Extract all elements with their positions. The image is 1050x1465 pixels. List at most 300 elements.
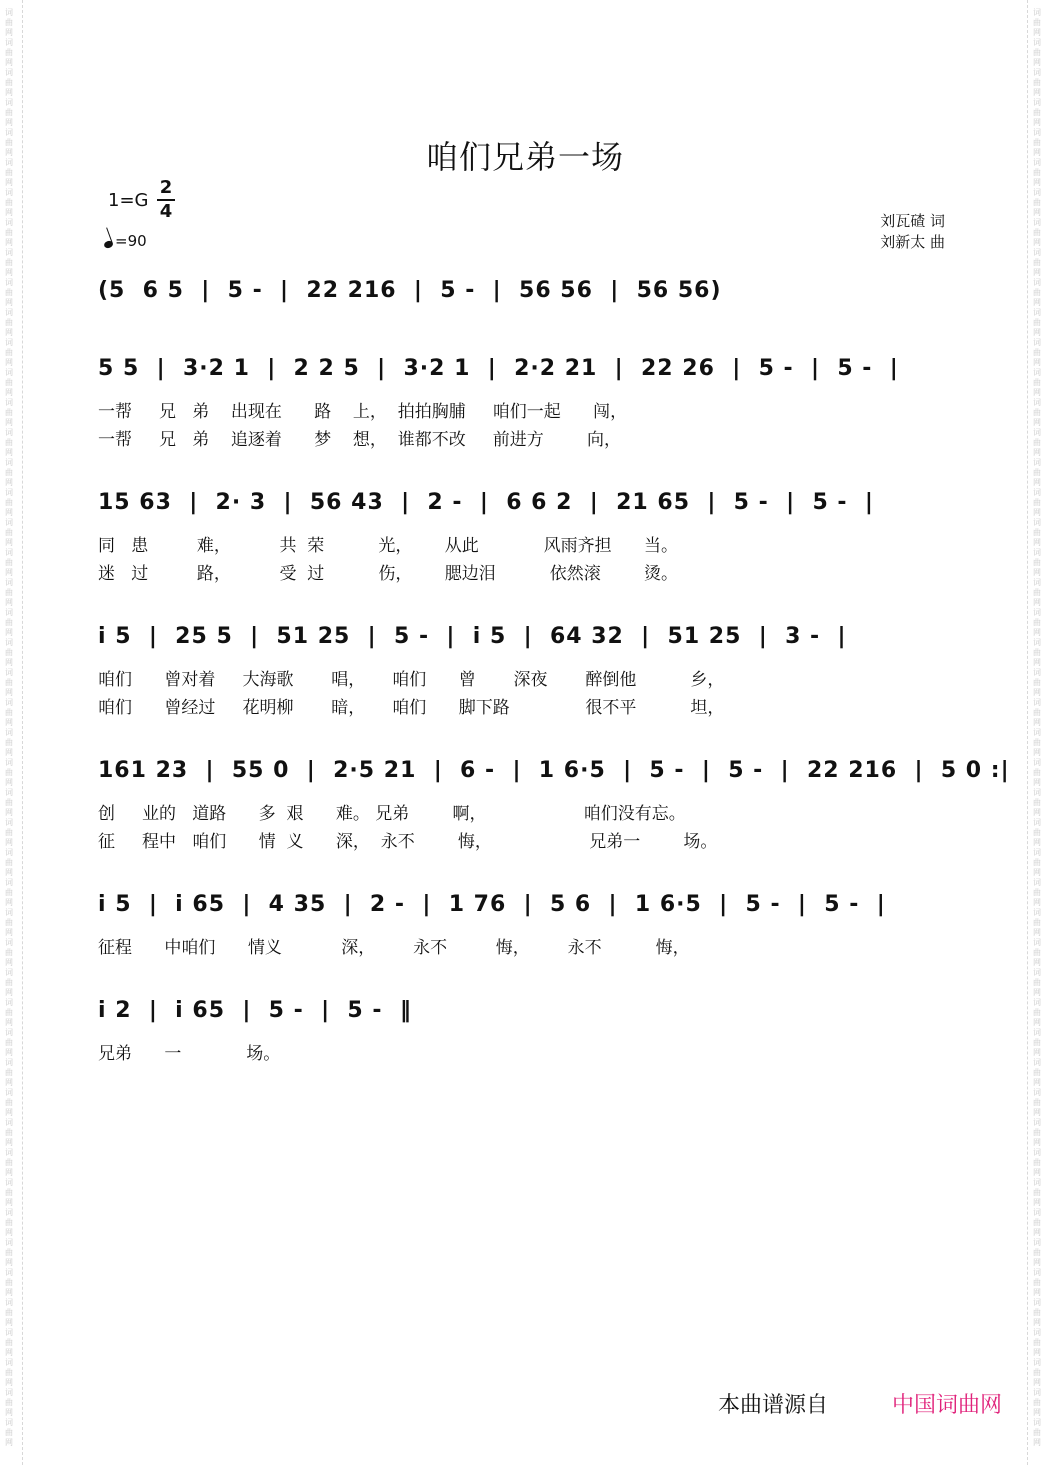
watermark-glyph: 网: [1033, 808, 1041, 817]
watermark-glyph: 曲: [1033, 1008, 1041, 1017]
watermark-glyph: 网: [5, 1408, 13, 1417]
watermark-glyph: 网: [5, 238, 13, 247]
watermark-glyph: 曲: [5, 1218, 13, 1227]
watermark-glyph: 词: [1033, 1178, 1041, 1187]
watermark-glyph: 词: [5, 1058, 13, 1067]
watermark-glyph: 曲: [1033, 1368, 1041, 1377]
watermark-glyph: 网: [1033, 448, 1041, 457]
watermark-glyph: 曲: [1033, 1068, 1041, 1077]
lyric-line-1a: 一帮 兄 弟 出现在 路 上， 拍拍胸脯 咱们一起 闯，: [98, 402, 628, 422]
watermark-glyph: 词: [1033, 1058, 1041, 1067]
watermark-glyph: 网: [5, 1228, 13, 1237]
watermark-glyph: 网: [5, 298, 13, 307]
watermark-glyph: 词: [1033, 8, 1041, 17]
watermark-glyph: 词: [1033, 218, 1041, 227]
watermark-glyph: 网: [5, 778, 13, 787]
watermark-glyph: 曲: [1033, 138, 1041, 147]
watermark-glyph: 曲: [5, 1248, 13, 1257]
watermark-glyph: 词: [5, 68, 13, 77]
watermark-glyph: 词: [5, 1268, 13, 1277]
watermark-glyph: 曲: [1033, 318, 1041, 327]
watermark-glyph: 网: [5, 268, 13, 277]
lyric-line-5: 征程 中咱们 情义 深， 永不 悔， 永不 悔，: [98, 938, 690, 958]
watermark-glyph: 曲: [1033, 18, 1041, 27]
watermark-glyph: 词: [5, 1358, 13, 1367]
score-line-3: i 5 | 25 5 | 51 25 | 5 - | i 5 | 64 32 | 51 25 | 3 - |: [98, 624, 847, 649]
watermark-glyph: 曲: [1033, 978, 1041, 987]
watermark-glyph: 曲: [1033, 888, 1041, 897]
watermark-glyph: 词: [1033, 578, 1041, 587]
watermark-glyph: 曲: [1033, 1098, 1041, 1107]
key-signature: 1=G: [108, 190, 149, 211]
lyric-line-3a: 咱们 曾对着 大海歌 唱， 咱们 曾 深夜 醉倒他 乡，: [98, 670, 725, 690]
watermark-glyph: 曲: [5, 558, 13, 567]
watermark-glyph: 词: [1033, 338, 1041, 347]
watermark-glyph: 词: [5, 998, 13, 1007]
watermark-glyph: 词: [1033, 998, 1041, 1007]
watermark-glyph: 词: [5, 788, 13, 797]
watermark-glyph: 网: [1033, 508, 1041, 517]
watermark-glyph: 曲: [5, 1098, 13, 1107]
watermark-glyph: 网: [1033, 568, 1041, 577]
watermark-glyph: 网: [1033, 1108, 1041, 1117]
watermark-glyph: 曲: [1033, 1428, 1041, 1437]
watermark-glyph: 网: [1033, 1168, 1041, 1177]
watermark-glyph: 曲: [1033, 618, 1041, 627]
watermark-glyph: 网: [1033, 1258, 1041, 1267]
watermark-glyph: 曲: [5, 438, 13, 447]
lyric-line-4b: 征 程中 咱们 情 义 深， 永不 悔， 兄弟一 场。: [98, 832, 718, 852]
watermark-glyph: 词: [5, 1388, 13, 1397]
watermark-glyph: 曲: [5, 48, 13, 57]
watermark-glyph: 曲: [5, 618, 13, 627]
watermark-glyph: 网: [5, 1258, 13, 1267]
watermark-glyph: 网: [5, 208, 13, 217]
watermark-glyph: 词: [5, 1298, 13, 1307]
watermark-glyph: 网: [1033, 988, 1041, 997]
watermark-glyph: 网: [1033, 1138, 1041, 1147]
watermark-glyph: 网: [1033, 838, 1041, 847]
watermark-glyph: 网: [1033, 718, 1041, 727]
credits: [880, 211, 945, 253]
watermark-glyph: 曲: [1033, 1218, 1041, 1227]
right-margin-watermark: [1027, 0, 1050, 1465]
watermark-glyph: 词: [1033, 1208, 1041, 1217]
watermark-glyph: 词: [5, 1178, 13, 1187]
watermark-glyph: 网: [1033, 118, 1041, 127]
watermark-glyph: 词: [5, 38, 13, 47]
watermark-glyph: 曲: [1033, 858, 1041, 867]
watermark-glyph: 曲: [5, 138, 13, 147]
watermark-glyph: 词: [5, 488, 13, 497]
watermark-glyph: 词: [1033, 1328, 1041, 1337]
watermark-glyph: 词: [5, 638, 13, 647]
watermark-glyph: 网: [1033, 88, 1041, 97]
watermark-glyph: 曲: [5, 1338, 13, 1347]
lyric-line-2b: 迷 过 路， 受 过 伤， 腮边泪 依然滚 烫。: [98, 564, 679, 584]
watermark-glyph: 网: [1033, 178, 1041, 187]
watermark-glyph: 网: [1033, 748, 1041, 757]
source-site-link[interactable]: 中国词曲网: [892, 1393, 1003, 1418]
watermark-glyph: 曲: [5, 168, 13, 177]
watermark-glyph: 网: [1033, 1228, 1041, 1237]
watermark-glyph: 曲: [5, 678, 13, 687]
watermark-glyph: 词: [1033, 1028, 1041, 1037]
watermark-glyph: 词: [1033, 638, 1041, 647]
watermark-glyph: 曲: [5, 378, 13, 387]
watermark-glyph: 词: [5, 668, 13, 677]
watermark-glyph: 词: [5, 908, 13, 917]
watermark-glyph: 词: [1033, 1388, 1041, 1397]
watermark-glyph: 词: [1033, 188, 1041, 197]
watermark-glyph: 曲: [1033, 648, 1041, 657]
watermark-glyph: 词: [1033, 68, 1041, 77]
watermark-glyph: 词: [5, 1208, 13, 1217]
watermark-glyph: 曲: [5, 108, 13, 117]
watermark-glyph: 网: [5, 178, 13, 187]
watermark-glyph: 曲: [5, 588, 13, 597]
watermark-glyph: 曲: [1033, 498, 1041, 507]
watermark-glyph: 曲: [1033, 48, 1041, 57]
watermark-glyph: 曲: [1033, 378, 1041, 387]
time-signature: [157, 178, 175, 222]
watermark-glyph: 曲: [5, 1308, 13, 1317]
watermark-glyph: 网: [5, 628, 13, 637]
lyricist-credit: 刘瓦碴 词: [880, 212, 945, 230]
watermark-glyph: 曲: [5, 528, 13, 537]
watermark-glyph: 曲: [1033, 1398, 1041, 1407]
composer-credit: 刘新太 曲: [880, 233, 945, 251]
watermark-glyph: 网: [5, 538, 13, 547]
watermark-glyph: 词: [5, 1418, 13, 1427]
watermark-glyph: 网: [1033, 1318, 1041, 1327]
watermark-glyph: 曲: [5, 348, 13, 357]
watermark-glyph: 词: [1033, 38, 1041, 47]
watermark-glyph: 曲: [5, 468, 13, 477]
watermark-glyph: 网: [1033, 358, 1041, 367]
watermark-glyph: 词: [5, 878, 13, 887]
tempo-value: =90: [115, 232, 147, 250]
watermark-glyph: 曲: [5, 738, 13, 747]
watermark-glyph: 曲: [1033, 798, 1041, 807]
watermark-glyph: 曲: [5, 708, 13, 717]
watermark-glyph: 词: [5, 278, 13, 287]
watermark-glyph: 网: [5, 868, 13, 877]
watermark-glyph: 网: [1033, 1078, 1041, 1087]
watermark-glyph: 曲: [5, 1038, 13, 1047]
watermark-glyph: 曲: [1033, 918, 1041, 927]
watermark-glyph: 曲: [1033, 768, 1041, 777]
watermark-glyph: 网: [5, 88, 13, 97]
watermark-glyph: 词: [1033, 488, 1041, 497]
watermark-glyph: 网: [1033, 868, 1041, 877]
watermark-glyph: 曲: [5, 1188, 13, 1197]
watermark-glyph: 词: [1033, 368, 1041, 377]
watermark-glyph: 词: [1033, 308, 1041, 317]
watermark-glyph: 词: [5, 728, 13, 737]
score-line-6: i 2 | i 65 | 5 - | 5 - ‖: [98, 998, 412, 1023]
watermark-glyph: 曲: [1033, 108, 1041, 117]
watermark-glyph: 网: [5, 1438, 13, 1447]
watermark-glyph: 曲: [1033, 1338, 1041, 1347]
watermark-glyph: 网: [1033, 898, 1041, 907]
watermark-glyph: 网: [5, 958, 13, 967]
watermark-glyph: 词: [5, 938, 13, 947]
lyric-line-6: 兄弟 一 场。: [98, 1044, 281, 1064]
source-label: 本曲谱源自: [718, 1393, 829, 1418]
watermark-glyph: 曲: [1033, 348, 1041, 357]
watermark-glyph: 词: [1033, 1358, 1041, 1367]
watermark-glyph: 词: [1033, 758, 1041, 767]
watermark-glyph: 网: [1033, 1438, 1041, 1447]
watermark-glyph: 网: [5, 808, 13, 817]
watermark-glyph: 网: [1033, 538, 1041, 547]
watermark-glyph: 网: [1033, 1288, 1041, 1297]
watermark-glyph: 词: [1033, 1148, 1041, 1157]
watermark-glyph: 曲: [1033, 228, 1041, 237]
watermark-glyph: 网: [1033, 418, 1041, 427]
watermark-glyph: 曲: [1033, 588, 1041, 597]
watermark-glyph: 曲: [1033, 78, 1041, 87]
watermark-glyph: 曲: [5, 828, 13, 837]
watermark-glyph: 词: [5, 248, 13, 257]
time-signature-top: 2: [159, 177, 173, 198]
watermark-glyph: 词: [1033, 98, 1041, 107]
lyric-line-3b: 咱们 曾经过 花明柳 暗， 咱们 脚下路 很不平 坦，: [98, 698, 725, 718]
watermark-glyph: 词: [1033, 728, 1041, 737]
watermark-glyph: 曲: [5, 1068, 13, 1077]
watermark-glyph: 网: [1033, 298, 1041, 307]
watermark-glyph: 词: [5, 1238, 13, 1247]
watermark-glyph: 网: [5, 148, 13, 157]
watermark-glyph: 网: [5, 418, 13, 427]
watermark-glyph: 词: [1033, 158, 1041, 167]
watermark-glyph: 网: [5, 448, 13, 457]
watermark-glyph: 曲: [1033, 948, 1041, 957]
watermark-glyph: 网: [5, 1318, 13, 1327]
watermark-glyph: 网: [5, 388, 13, 397]
watermark-glyph: 词: [1033, 278, 1041, 287]
watermark-glyph: 网: [5, 1198, 13, 1207]
score-line-4: 161 23 | 55 0 | 2·5 21 | 6 - | 1 6·5 | 5 - | 5 - | 22 216 | 5 0 :|: [98, 758, 1010, 783]
watermark-glyph: 词: [5, 1328, 13, 1337]
watermark-glyph: 词: [5, 1088, 13, 1097]
watermark-glyph: 网: [1033, 1408, 1041, 1417]
watermark-glyph: 词: [1033, 128, 1041, 137]
watermark-glyph: 曲: [5, 408, 13, 417]
watermark-glyph: 曲: [5, 1428, 13, 1437]
watermark-glyph: 曲: [1033, 468, 1041, 477]
watermark-glyph: 词: [1033, 788, 1041, 797]
watermark-glyph: 词: [1033, 938, 1041, 947]
watermark-glyph: 词: [5, 758, 13, 767]
song-title: 咱们兄弟一场: [425, 138, 624, 176]
watermark-glyph: 网: [5, 1348, 13, 1357]
watermark-glyph: 网: [5, 898, 13, 907]
score-line-5: i 5 | i 65 | 4 35 | 2 - | 1 76 | 5 6 | 1 6·5 | 5 - | 5 - |: [98, 892, 886, 917]
lyric-line-2a: 同 患 难， 共 荣 光， 从此 风雨齐担 当。: [98, 536, 679, 556]
watermark-glyph: 词: [1033, 908, 1041, 917]
watermark-glyph: 曲: [1033, 1158, 1041, 1167]
watermark-glyph: 词: [5, 548, 13, 557]
watermark-glyph: 曲: [5, 1278, 13, 1287]
watermark-glyph: 网: [5, 1108, 13, 1117]
watermark-glyph: 词: [5, 8, 13, 17]
watermark-glyph: 网: [1033, 778, 1041, 787]
watermark-glyph: 网: [5, 688, 13, 697]
watermark-glyph: 网: [5, 328, 13, 337]
watermark-glyph: 网: [1033, 1348, 1041, 1357]
watermark-glyph: 词: [1033, 1118, 1041, 1127]
watermark-glyph: 曲: [1033, 678, 1041, 687]
watermark-glyph: 曲: [5, 1128, 13, 1137]
watermark-glyph: 词: [1033, 1268, 1041, 1277]
watermark-glyph: 网: [5, 718, 13, 727]
tempo-marking: [104, 232, 147, 250]
watermark-glyph: 曲: [1033, 558, 1041, 567]
watermark-glyph: 网: [1033, 58, 1041, 67]
watermark-glyph: 网: [1033, 1198, 1041, 1207]
watermark-glyph: 词: [5, 188, 13, 197]
watermark-glyph: 曲: [5, 78, 13, 87]
watermark-glyph: 网: [1033, 208, 1041, 217]
watermark-glyph: 词: [1033, 698, 1041, 707]
watermark-glyph: 曲: [1033, 828, 1041, 837]
watermark-glyph: 网: [1033, 1048, 1041, 1057]
watermark-glyph: 网: [5, 1138, 13, 1147]
watermark-glyph: 曲: [5, 648, 13, 657]
watermark-glyph: 曲: [1033, 438, 1041, 447]
watermark-glyph: 曲: [1033, 258, 1041, 267]
watermark-glyph: 曲: [5, 888, 13, 897]
watermark-glyph: 网: [5, 658, 13, 667]
watermark-glyph: 曲: [5, 318, 13, 327]
left-margin-watermark: [0, 0, 23, 1465]
watermark-glyph: 曲: [1033, 1308, 1041, 1317]
watermark-glyph: 曲: [5, 1398, 13, 1407]
watermark-glyph: 网: [1033, 1378, 1041, 1387]
lyric-line-1b: 一帮 兄 弟 追逐着 梦 想， 谁都不改 前进方 向，: [98, 430, 621, 450]
watermark-glyph: 网: [5, 928, 13, 937]
watermark-glyph: 曲: [5, 498, 13, 507]
watermark-glyph: 词: [5, 578, 13, 587]
watermark-glyph: 词: [1033, 1298, 1041, 1307]
watermark-glyph: 词: [1033, 398, 1041, 407]
watermark-glyph: 网: [5, 1288, 13, 1297]
watermark-glyph: 网: [1033, 268, 1041, 277]
watermark-glyph: 网: [5, 1018, 13, 1027]
watermark-glyph: 网: [5, 988, 13, 997]
watermark-glyph: 词: [5, 1028, 13, 1037]
watermark-glyph: 词: [1033, 878, 1041, 887]
watermark-glyph: 曲: [1033, 708, 1041, 717]
watermark-glyph: 曲: [5, 918, 13, 927]
watermark-glyph: 曲: [1033, 1248, 1041, 1257]
watermark-glyph: 网: [1033, 238, 1041, 247]
watermark-glyph: 词: [5, 398, 13, 407]
watermark-glyph: 网: [5, 1048, 13, 1057]
watermark-glyph: 曲: [5, 948, 13, 957]
watermark-glyph: 曲: [1033, 1278, 1041, 1287]
watermark-glyph: 网: [5, 28, 13, 37]
watermark-glyph: 曲: [1033, 198, 1041, 207]
watermark-glyph: 词: [5, 98, 13, 107]
watermark-glyph: 曲: [5, 1008, 13, 1017]
watermark-glyph: 网: [1033, 28, 1041, 37]
watermark-glyph: 曲: [5, 258, 13, 267]
watermark-glyph: 词: [1033, 1088, 1041, 1097]
watermark-glyph: 网: [5, 1378, 13, 1387]
watermark-glyph: 词: [5, 698, 13, 707]
watermark-glyph: 词: [5, 128, 13, 137]
watermark-glyph: 网: [1033, 688, 1041, 697]
score-line-intro: (5 6 5 | 5 - | 22 216 | 5 - | 56 56 | 56 56): [98, 278, 722, 303]
watermark-glyph: 词: [1033, 1418, 1041, 1427]
watermark-glyph: 网: [1033, 628, 1041, 637]
watermark-glyph: 词: [5, 1148, 13, 1157]
watermark-glyph: 词: [5, 458, 13, 467]
watermark-glyph: 网: [1033, 928, 1041, 937]
watermark-glyph: 网: [5, 1078, 13, 1087]
watermark-glyph: 词: [5, 308, 13, 317]
watermark-glyph: 词: [1033, 848, 1041, 857]
watermark-glyph: 网: [1033, 388, 1041, 397]
score-line-2: 15 63 | 2· 3 | 56 43 | 2 - | 6 6 2 | 21 65 | 5 - | 5 - |: [98, 490, 874, 515]
watermark-glyph: 曲: [5, 1368, 13, 1377]
watermark-glyph: 词: [1033, 248, 1041, 257]
watermark-glyph: 曲: [5, 978, 13, 987]
watermark-glyph: 词: [5, 368, 13, 377]
watermark-glyph: 网: [1033, 328, 1041, 337]
watermark-glyph: 网: [1033, 478, 1041, 487]
watermark-glyph: 词: [5, 608, 13, 617]
time-signature-bottom: 4: [159, 201, 173, 222]
watermark-glyph: 词: [5, 818, 13, 827]
watermark-glyph: 网: [1033, 958, 1041, 967]
watermark-glyph: 词: [5, 428, 13, 437]
watermark-glyph: 曲: [5, 288, 13, 297]
watermark-glyph: 网: [5, 508, 13, 517]
watermark-glyph: 曲: [1033, 1128, 1041, 1137]
watermark-glyph: 曲: [5, 1158, 13, 1167]
score-line-1: 5 5 | 3·2 1 | 2 2 5 | 3·2 1 | 2·2 21 | 22 26 | 5 - | 5 - |: [98, 356, 899, 381]
watermark-glyph: 网: [1033, 598, 1041, 607]
watermark-glyph: 网: [1033, 658, 1041, 667]
watermark-glyph: 词: [5, 518, 13, 527]
watermark-glyph: 词: [1033, 458, 1041, 467]
watermark-glyph: 曲: [1033, 738, 1041, 747]
watermark-glyph: 词: [1033, 608, 1041, 617]
watermark-glyph: 网: [5, 568, 13, 577]
watermark-glyph: 词: [1033, 1238, 1041, 1247]
watermark-glyph: 词: [1033, 818, 1041, 827]
watermark-glyph: 网: [1033, 1018, 1041, 1027]
quarter-note-icon: [103, 240, 114, 250]
watermark-glyph: 网: [5, 838, 13, 847]
watermark-glyph: 词: [5, 338, 13, 347]
watermark-glyph: 曲: [1033, 1188, 1041, 1197]
watermark-glyph: 网: [1033, 148, 1041, 157]
watermark-glyph: 网: [5, 478, 13, 487]
watermark-glyph: 曲: [5, 228, 13, 237]
watermark-glyph: 词: [1033, 518, 1041, 527]
watermark-glyph: 曲: [5, 18, 13, 27]
watermark-glyph: 曲: [5, 798, 13, 807]
watermark-glyph: 词: [5, 218, 13, 227]
watermark-glyph: 词: [1033, 968, 1041, 977]
watermark-glyph: 曲: [5, 768, 13, 777]
watermark-glyph: 曲: [1033, 528, 1041, 537]
